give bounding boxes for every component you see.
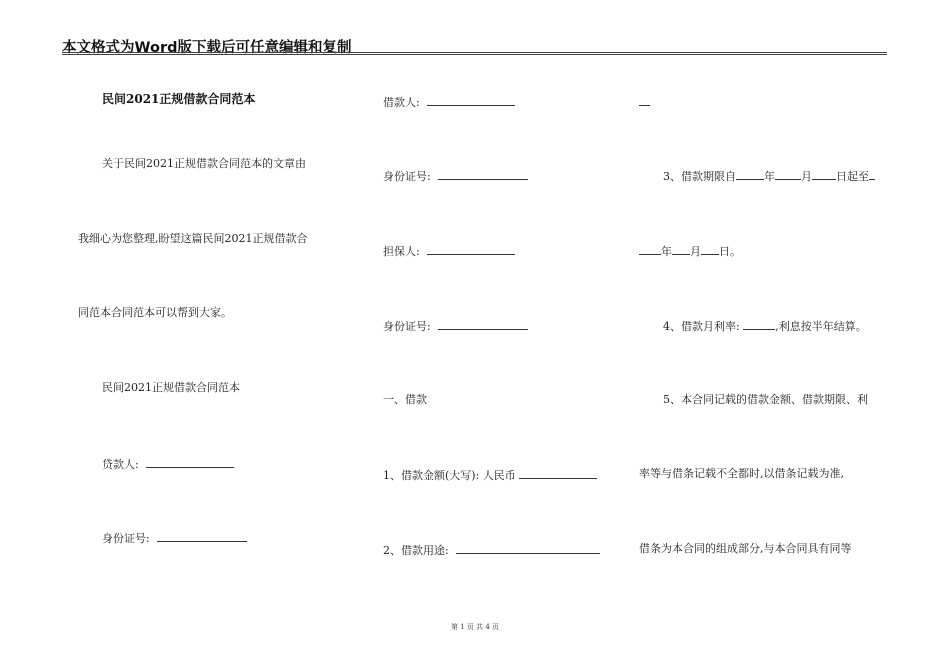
doc-title: 民间2021正规借款合同范本 — [102, 92, 256, 106]
clause-5-line-1: 5、本合同记载的借款金额、借款期限、利 — [663, 393, 868, 406]
contract-subtitle: 民间2021正规借款合同范本 — [102, 381, 240, 394]
document-header: 本文格式为Word版下载后可任意编辑和复制 — [62, 40, 352, 56]
term-line-2 — [639, 243, 741, 259]
page-number: 第 1 页 共 4 页 — [450, 623, 500, 631]
purpose-blank — [456, 542, 600, 554]
rate-label: 4、借款月利率: — [663, 320, 740, 333]
term2-day-blank — [701, 243, 719, 255]
intro-line-3: 同范本合同范本可以帮到大家。 — [78, 306, 232, 319]
clause-5-line-2: 率等与借条记载不全都时,以借条记载为准, — [639, 467, 844, 480]
amount-blank — [519, 467, 597, 479]
term-day-blank — [812, 168, 836, 180]
term-month-blank — [775, 168, 801, 180]
term-label: 3、借款期限自 — [663, 170, 736, 183]
borrower-label: 借款人: — [383, 96, 420, 109]
guarantor-label: 担保人: — [383, 245, 420, 258]
term2-day-label: 日。 — [719, 245, 741, 258]
guarantor-blank — [427, 243, 515, 255]
lender-line — [102, 456, 234, 472]
borrower-line — [383, 94, 515, 110]
term-month-label: 月 — [801, 170, 812, 183]
continued-blank-line — [639, 94, 650, 110]
lender-id-line — [102, 530, 247, 546]
rate-suffix: ,利息按半年结算。 — [775, 320, 867, 333]
term2-year-blank — [639, 243, 661, 255]
lender-id-blank — [157, 530, 247, 542]
borrower-id-label: 身份证号: — [383, 170, 431, 183]
purpose-label: 2、借款用途: — [383, 544, 449, 557]
header-rule-top — [62, 52, 887, 53]
intro-line-2: 我细心为您整理,盼望这篇民间2021正规借款合 — [78, 232, 308, 245]
intro-line-1: 关于民间2021正规借款合同范本的文章由 — [102, 157, 306, 170]
rate-line — [663, 318, 867, 334]
term2-month-blank — [672, 243, 690, 255]
term-year-label: 年 — [764, 170, 775, 183]
header-rule-bottom — [62, 54, 887, 55]
amount-line — [383, 467, 597, 483]
guarantor-id-line — [383, 318, 528, 334]
term-end-blank — [869, 168, 875, 180]
guarantor-id-blank — [438, 318, 528, 330]
borrower-id-line — [383, 168, 528, 184]
guarantor-id-label: 身份证号: — [383, 320, 431, 333]
term-line-1 — [663, 168, 875, 184]
rate-blank — [743, 318, 775, 330]
guarantor-line — [383, 243, 515, 259]
continued-blank — [639, 94, 650, 106]
lender-label: 贷款人: — [102, 458, 139, 471]
borrower-blank — [427, 94, 515, 106]
lender-blank — [146, 456, 234, 468]
lender-id-label: 身份证号: — [102, 532, 150, 545]
purpose-line — [383, 542, 600, 558]
term-day-from-label: 日起至 — [836, 170, 869, 183]
borrower-id-blank — [438, 168, 528, 180]
amount-label: 1、借款金额(大写): 人民币 — [383, 469, 516, 482]
clause-5-line-3: 借条为本合同的组成部分,与本合同具有同等 — [639, 542, 852, 555]
section-one-heading: 一、借款 — [383, 393, 427, 406]
term2-month-label: 月 — [690, 245, 701, 258]
term2-year-label: 年 — [661, 245, 672, 258]
term-year-blank — [736, 168, 764, 180]
